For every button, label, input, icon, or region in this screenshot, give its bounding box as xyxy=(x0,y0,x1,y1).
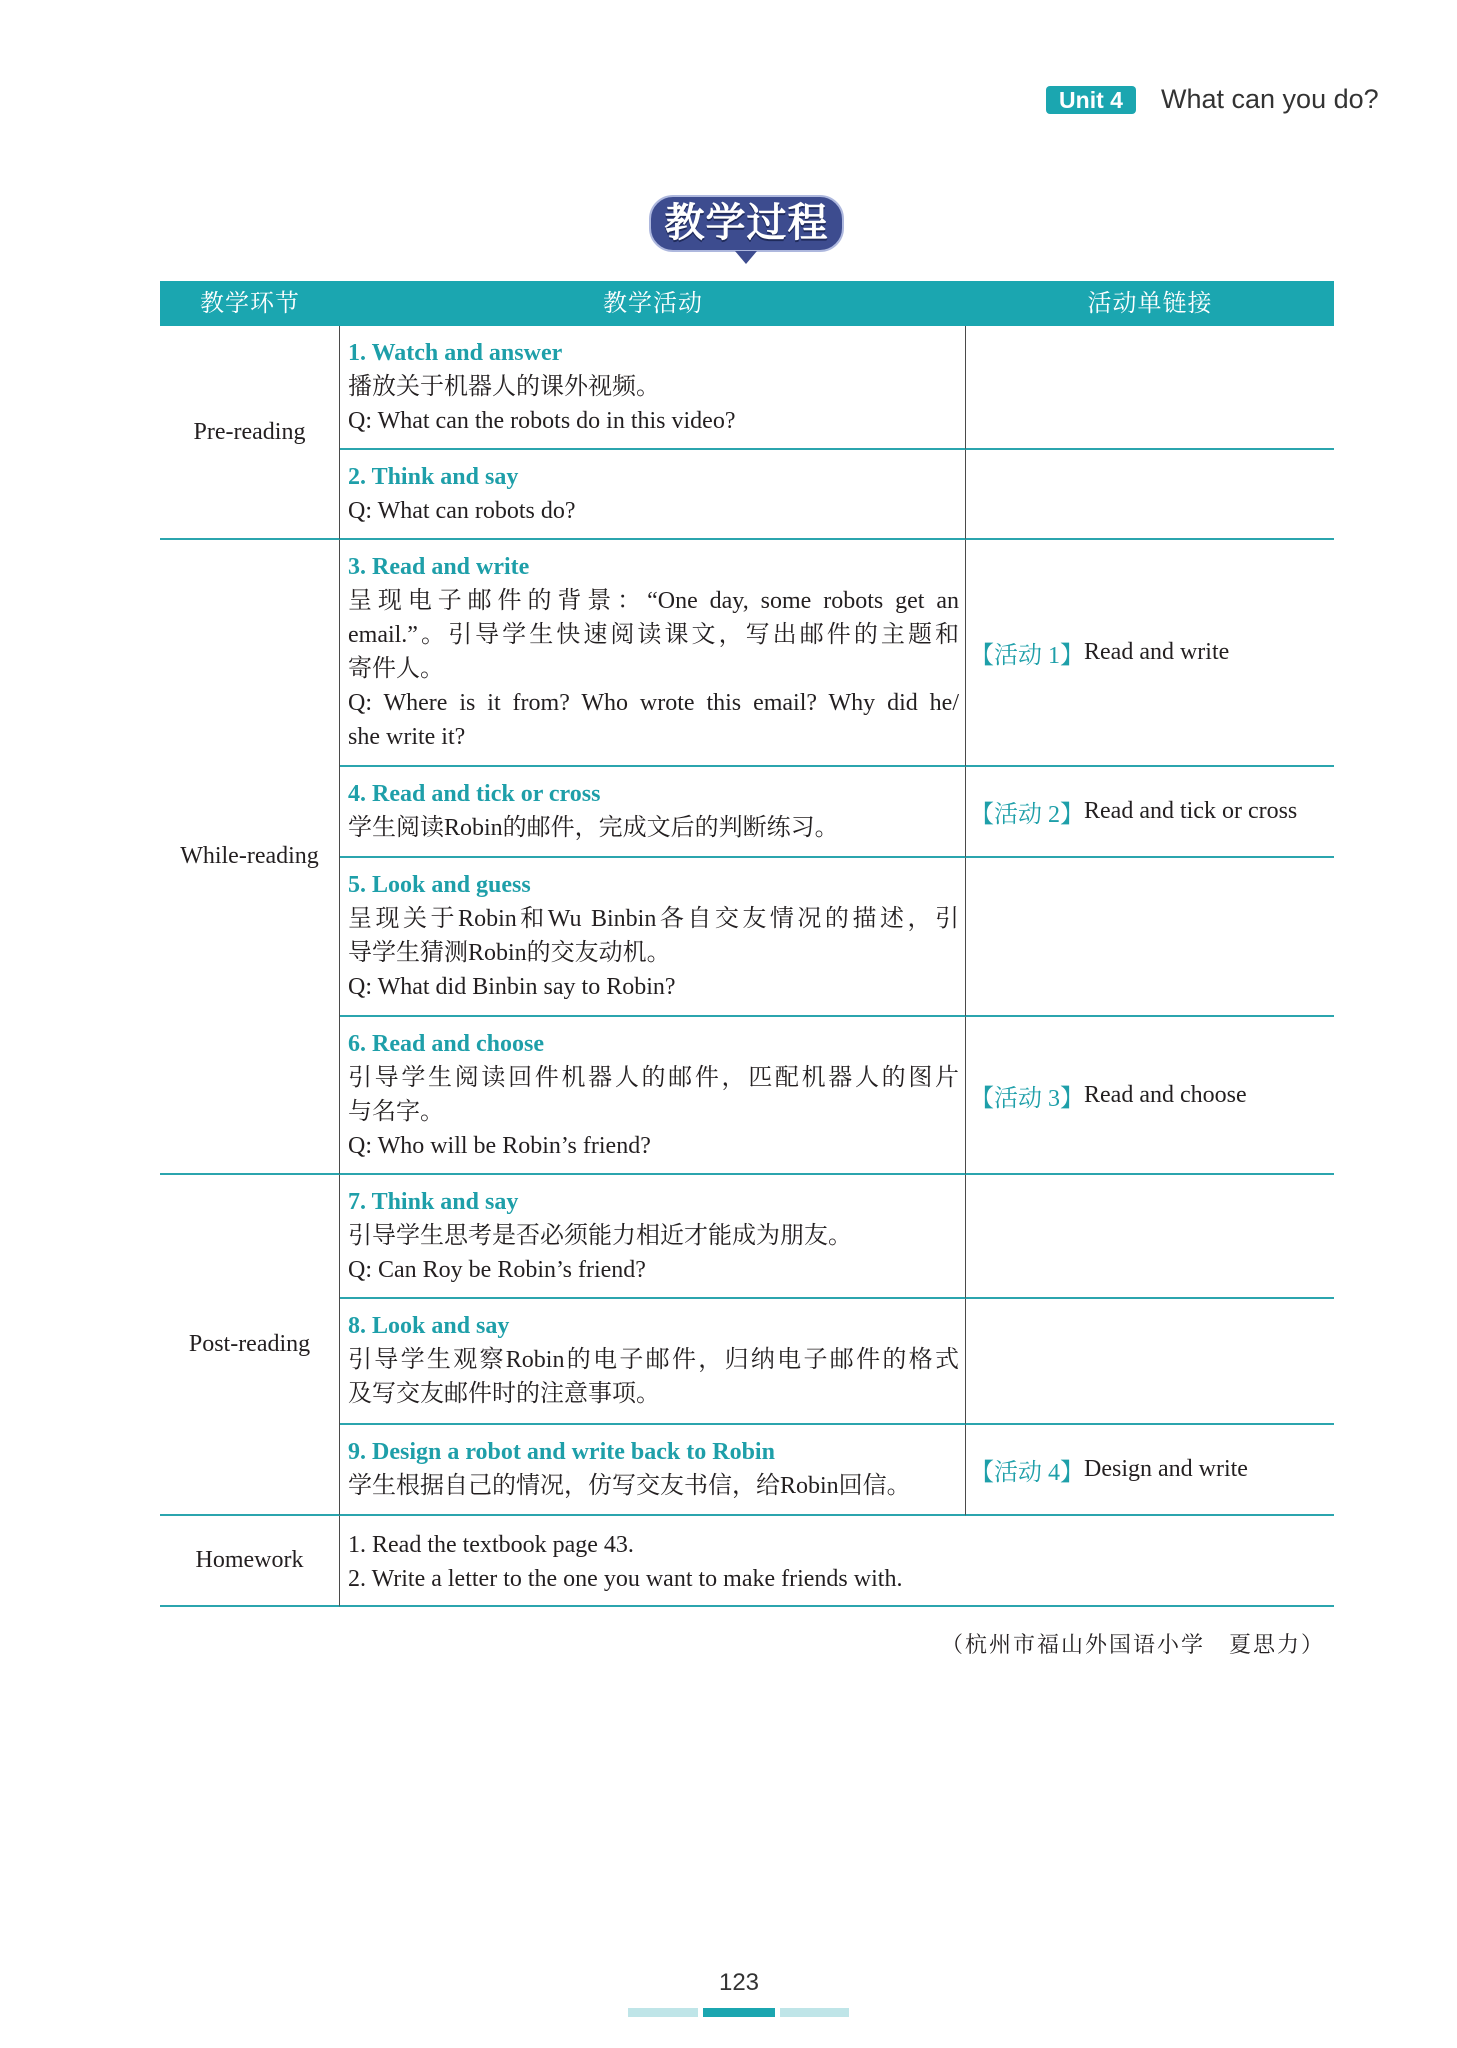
worksheet-tag: 【活动 3】 xyxy=(970,1085,1084,1112)
page-number: 123 xyxy=(718,1969,760,1996)
page-bar-left xyxy=(628,2008,698,2017)
homework-item: 2. Write a letter to the one you want to make friends with. xyxy=(348,1566,903,1592)
activity-title: 7. Think and say xyxy=(348,1189,519,1215)
link-cell-empty xyxy=(966,858,1334,1017)
stage-label: While-reading xyxy=(180,843,319,869)
activity-question: Q: What did Binbin say to Robin? xyxy=(348,974,676,1000)
activity-line: 导学生猜测Robin的交友动机。 xyxy=(348,940,671,966)
page-bar-right xyxy=(780,2008,849,2017)
worksheet-link-cell xyxy=(966,540,1334,767)
stage-while-reading xyxy=(160,540,340,1175)
worksheet-tag: 【活动 2】 xyxy=(970,802,1084,828)
activity-cell xyxy=(340,858,966,1017)
activity-title: 8. Look and say xyxy=(348,1313,510,1339)
activity-title: 6. Read and choose xyxy=(348,1031,545,1057)
worksheet-link-cell xyxy=(966,767,1334,858)
activity-question: Q: Can Roy be Robin’s friend? xyxy=(348,1257,646,1283)
activity-line: 播放关于机器人的课外视频。 xyxy=(348,374,660,400)
activity-title: 3. Read and write xyxy=(348,554,530,580)
activity-line: 学生根据自己的情况，仿写交友书信，给Robin回信。 xyxy=(348,1473,911,1499)
homework-cell xyxy=(340,1516,1334,1607)
activity-cell xyxy=(340,326,966,450)
column-header-worksheet-link: 活动单链接 xyxy=(966,281,1334,326)
activity-line: 呈现电子邮件的背景：“One day, some robots get an xyxy=(348,588,959,614)
activity-line: 引导学生思考是否必须能力相近才能成为朋友。 xyxy=(348,1223,852,1249)
activity-line: 引导学生观察Robin的电子邮件，归纳电子邮件的格式 xyxy=(348,1347,959,1373)
link-cell-empty xyxy=(966,1175,1334,1299)
column-header-activity: 教学活动 xyxy=(340,281,966,326)
link-cell-empty xyxy=(966,1299,1334,1425)
author-credit: （杭州市福山外国语小学 夏思力） xyxy=(940,1632,1325,1657)
worksheet-link-text: Read and write xyxy=(1084,639,1230,665)
activity-title: 9. Design a robot and write back to Robin xyxy=(348,1439,775,1465)
activity-line: 寄件人。 xyxy=(348,656,444,682)
worksheet-link-text: Design and write xyxy=(1084,1456,1248,1482)
activity-title: 5. Look and guess xyxy=(348,872,531,898)
activity-question: Q: What can the robots do in this video? xyxy=(348,408,736,434)
worksheet-link-cell xyxy=(966,1017,1334,1175)
stage-post-reading xyxy=(160,1175,340,1516)
page-bar-middle xyxy=(703,2008,775,2017)
activity-cell xyxy=(340,767,966,858)
section-title: 教学过程 xyxy=(649,195,844,252)
activity-question: she write it? xyxy=(348,724,466,750)
worksheet-link-text: Read and tick or cross xyxy=(1084,798,1298,824)
stage-label: Post-reading xyxy=(188,1331,311,1357)
homework-item: 1. Read the textbook page 43. xyxy=(348,1532,634,1558)
activity-cell xyxy=(340,1175,966,1299)
lesson-process-table xyxy=(160,281,1334,1607)
link-cell-empty xyxy=(966,326,1334,450)
activity-line: 与名字。 xyxy=(348,1099,444,1125)
activity-cell xyxy=(340,540,966,767)
column-header-stage: 教学环节 xyxy=(160,281,340,326)
activity-question: Q: Who will be Robin’s friend? xyxy=(348,1133,651,1159)
activity-title: 1. Watch and answer xyxy=(348,340,563,366)
activity-title: 4. Read and tick or cross xyxy=(348,781,601,807)
stage-pre-reading xyxy=(160,326,340,540)
worksheet-tag: 【活动 4】 xyxy=(970,1460,1084,1486)
activity-line: 及写交友邮件时的注意事项。 xyxy=(348,1381,660,1407)
worksheet-tag: 【活动 1】 xyxy=(970,643,1084,669)
activity-question: Q: Where is it from? Who wrote this email? Why did he/ xyxy=(348,690,959,716)
unit-badge: Unit 4 xyxy=(1046,86,1136,114)
activity-cell xyxy=(340,1017,966,1175)
stage-homework xyxy=(160,1516,340,1607)
activity-line: 引导学生阅读回件机器人的邮件，匹配机器人的图片 xyxy=(348,1065,959,1091)
stage-label: Pre-reading xyxy=(193,418,306,445)
activity-line: 呈现关于Robin和Wu Binbin各自交友情况的描述，引 xyxy=(348,906,959,932)
activity-cell xyxy=(340,1425,966,1516)
activity-line: email.”。引导学生快速阅读课文，写出邮件的主题和 xyxy=(348,622,959,648)
activity-question: Q: What can robots do? xyxy=(348,498,576,524)
activity-cell xyxy=(340,450,966,540)
unit-title: What can you do? xyxy=(1161,84,1379,114)
worksheet-link-text: Read and choose xyxy=(1084,1081,1247,1108)
stage-label: Homework xyxy=(195,1547,304,1573)
worksheet-link-cell xyxy=(966,1425,1334,1516)
activity-title: 2. Think and say xyxy=(348,464,519,490)
link-cell-empty xyxy=(966,450,1334,540)
activity-line: 学生阅读Robin的邮件，完成文后的判断练习。 xyxy=(348,815,839,841)
activity-cell xyxy=(340,1299,966,1425)
section-title-pointer xyxy=(735,251,757,264)
